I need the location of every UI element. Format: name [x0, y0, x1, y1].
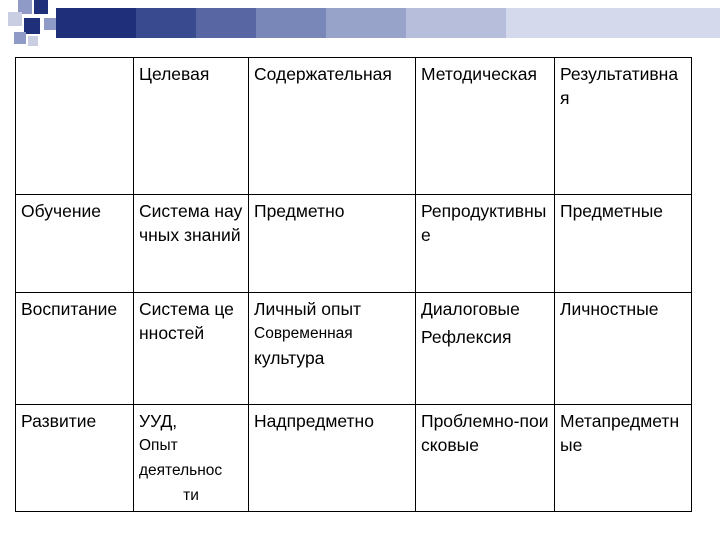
target-cell: Система научных знаний — [134, 195, 249, 293]
target-line: деятельнос — [139, 462, 223, 479]
target-line: ти — [183, 487, 199, 504]
method-line: Рефлексия — [421, 327, 512, 347]
target-line: УУД, — [139, 411, 178, 431]
method-line: Диалоговые — [421, 299, 520, 319]
content-line: Современная — [254, 325, 353, 342]
content-cell: Предметно — [249, 195, 416, 293]
content-cell — [249, 293, 416, 405]
method-cell: Проблемно-поисковые — [416, 405, 555, 512]
table-corner-cell — [16, 58, 134, 195]
decor-square — [28, 36, 38, 46]
table-row — [16, 293, 692, 405]
content-line: культура — [254, 348, 325, 368]
header-gradient-bar — [56, 8, 720, 38]
header-cell-result: Результативная — [555, 58, 692, 195]
table-row — [16, 405, 692, 512]
content-line: Личный опыт — [254, 299, 362, 319]
header-cell-target: Целевая — [134, 58, 249, 195]
header-cell-content: Содержательная — [249, 58, 416, 195]
method-cell — [416, 293, 555, 405]
row-label-cell: Воспитание — [16, 293, 134, 405]
target-cell: Система ценностей — [134, 293, 249, 405]
result-cell: Предметные — [555, 195, 692, 293]
decor-square — [44, 18, 56, 30]
header-cell-method: Методическая — [416, 58, 555, 195]
result-cell: Личностные — [555, 293, 692, 405]
row-label-cell: Обучение — [16, 195, 134, 293]
decor-square — [24, 18, 40, 34]
method-cell: Репродуктивные — [416, 195, 555, 293]
row-label-cell: Развитие — [16, 405, 134, 512]
education-table — [15, 57, 692, 512]
table-header-row — [16, 58, 692, 195]
decor-square — [8, 12, 22, 26]
target-line: Опыт — [139, 437, 178, 454]
table-row — [16, 195, 692, 293]
decor-square — [34, 0, 48, 14]
target-cell — [134, 405, 249, 512]
decor-square — [14, 32, 26, 44]
slide-header-decoration — [0, 0, 720, 50]
content-cell: Надпредметно — [249, 405, 416, 512]
result-cell: Метапредметные — [555, 405, 692, 512]
